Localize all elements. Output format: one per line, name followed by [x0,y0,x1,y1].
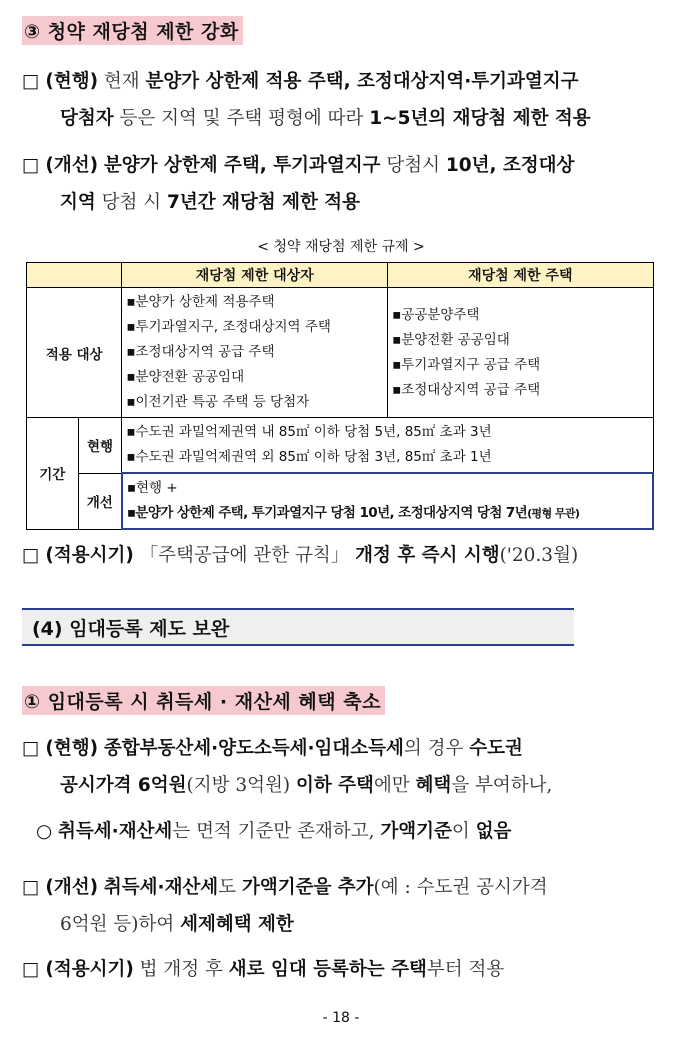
list-item: ▪조정대상지역 공급 주택 [126,344,275,360]
list-item: ▪투기과열지구, 조정대상지역 주택 [126,319,331,335]
row-head-period: 기간 [27,418,79,530]
improve-line-2-text: ▪분양가 상한제 주택, 투기과열지구 당첨 10년, 조정대상지역 당첨 7년 [126,505,528,521]
text: 당첨 시 [95,192,168,213]
text: 부터 적용 [426,959,505,980]
text: 의 경우 [403,738,470,759]
line [60,775,552,796]
paragraph-improvement [22,150,574,219]
bold-text: 지역 [60,192,96,213]
text: 당첨시 [380,155,446,176]
section-title-tax-benefit: ① 임대등록 시 취득세 · 재산세 혜택 축소 [22,686,385,715]
bold-text: 없음 [475,821,512,842]
header-empty [27,263,122,288]
reapply-limit-table [26,262,654,530]
improve-period-cell [122,473,653,529]
paragraph-effective-date [22,540,578,572]
checkbox-glyph: □ [22,71,40,92]
section-title-reapply-limit: ③ 청약 재당첨 제한 강화 [22,16,243,45]
text: (예 : 수도권 공시가격 [373,877,548,898]
list-item: ▪공공분양주택 [392,306,480,323]
checkbox-glyph: □ [22,877,40,898]
bold-text: 가액기준 [380,821,452,842]
improve-line-2 [127,501,648,526]
list-item: ▪수도권 과밀억제권역 내 85㎡ 이하 당첨 5년, 85㎡ 초과 3년 [126,424,492,440]
bold-text: (개선) [45,155,99,176]
line [45,71,578,92]
page-number: - 18 - [322,1010,360,1026]
bold-text: (적용시기) [45,545,134,566]
paragraph-current-tax [22,733,552,802]
bold-text: 세제혜택 제한 [180,914,294,935]
text: 는 면적 기준만 존재하고, [172,821,381,842]
line [60,108,591,129]
header-targets: 재당첨 제한 대상자 [122,263,388,288]
bold-text: 개정 후 즉시 시행 [355,545,500,566]
bold-text: 새로 임대 등록하는 주택 [228,959,427,980]
bold-text: 취득세·재산세 [58,821,173,842]
list-item: ▪조정대상지역 공급 주택 [392,381,541,398]
text: 이 [451,821,476,842]
bold-text: (개선) [45,877,99,898]
bold-text: (적용시기) [45,959,134,980]
section-title-rental-registration: (4) 임대등록 제도 보완 [22,608,574,646]
list-item: ▪분양전환 공공임대 [392,331,510,348]
text: 에만 [373,775,416,796]
bold-text: 공시가격 6억원 [60,775,187,796]
line [45,155,574,176]
bold-text: 1~5년의 재당첨 제한 적용 [369,108,591,129]
checkbox-glyph: □ [22,155,40,176]
bold-text: 분양가 상한제 주택, 투기과열지구 [103,155,381,176]
checkbox-glyph: □ [22,959,40,980]
line [45,545,578,566]
row-head-apply: 적용 대상 [27,288,122,418]
line [60,192,360,213]
bold-text: 취득세·재산세 [103,877,219,898]
apply-houses-cell [388,288,653,418]
row-head-current: 현행 [78,418,122,474]
bold-text: 당첨자 [60,108,114,129]
text: 6억원 등)하여 [60,914,181,935]
text: 현재 [98,71,146,92]
list-item: ▪수도권 과밀억제권역 외 85㎡ 이하 당첨 3년, 85㎡ 초과 1년 [126,449,492,465]
list-item: ▪분양가 상한제 적용주택 [126,294,275,310]
line [45,738,523,759]
list-item: ▪이전기관 특공 주택 등 당첨자 [126,394,310,410]
bold-text: 혜택 [415,775,452,796]
line [45,877,547,898]
bold-text: 수도권 [469,738,523,759]
text: ('20.3월) [499,545,579,566]
bold-text: 가액기준을 추가 [241,877,374,898]
bold-text: 7년간 재당첨 제한 적용 [167,192,361,213]
improve-line-1: ▪현행 + [126,480,178,496]
improve-line-2-note: (평형 무관) [527,507,580,520]
bold-text: (현행) [45,738,99,759]
bold-text: 10년, 조정대상 [445,155,575,176]
list-item: ▪분양전환 공공임대 [126,369,245,385]
current-period-cell [122,418,653,474]
bold-text: 이하 주택 [296,775,374,796]
text: (지방 3억원) [186,775,296,796]
text: 법 개정 후 [133,959,229,980]
text: 등은 지역 및 주택 평형에 따라 [113,108,370,129]
checkbox-glyph: □ [22,545,40,566]
checkbox-glyph: □ [22,738,40,759]
text: 도 [218,877,242,898]
line [45,959,504,980]
table-caption: < 청약 재당첨 제한 규제 > [257,239,425,255]
line [60,914,294,935]
header-houses: 재당첨 제한 주택 [388,263,653,288]
list-item: ▪투기과열지구 공급 주택 [392,356,541,373]
bold-text: (현행) [45,71,99,92]
paragraph-note [36,816,511,848]
paragraph-tax-improvement [22,872,548,941]
text: 을 부여하나, [451,775,553,796]
text: 「주택공급에 관한 규칙」 [133,545,356,566]
bold-text: 분양가 상한제 적용 주택, 조정대상지역·투기과열지구 [145,71,579,92]
apply-targets-cell [122,288,388,418]
circle-bullet-glyph: ○ [36,821,53,842]
paragraph-tax-effective [22,954,504,986]
bold-text: 종합부동산세·양도소득세·임대소득세 [103,738,404,759]
line [58,821,511,842]
row-head-improve: 개선 [78,473,122,529]
paragraph-current-policy [22,66,591,135]
